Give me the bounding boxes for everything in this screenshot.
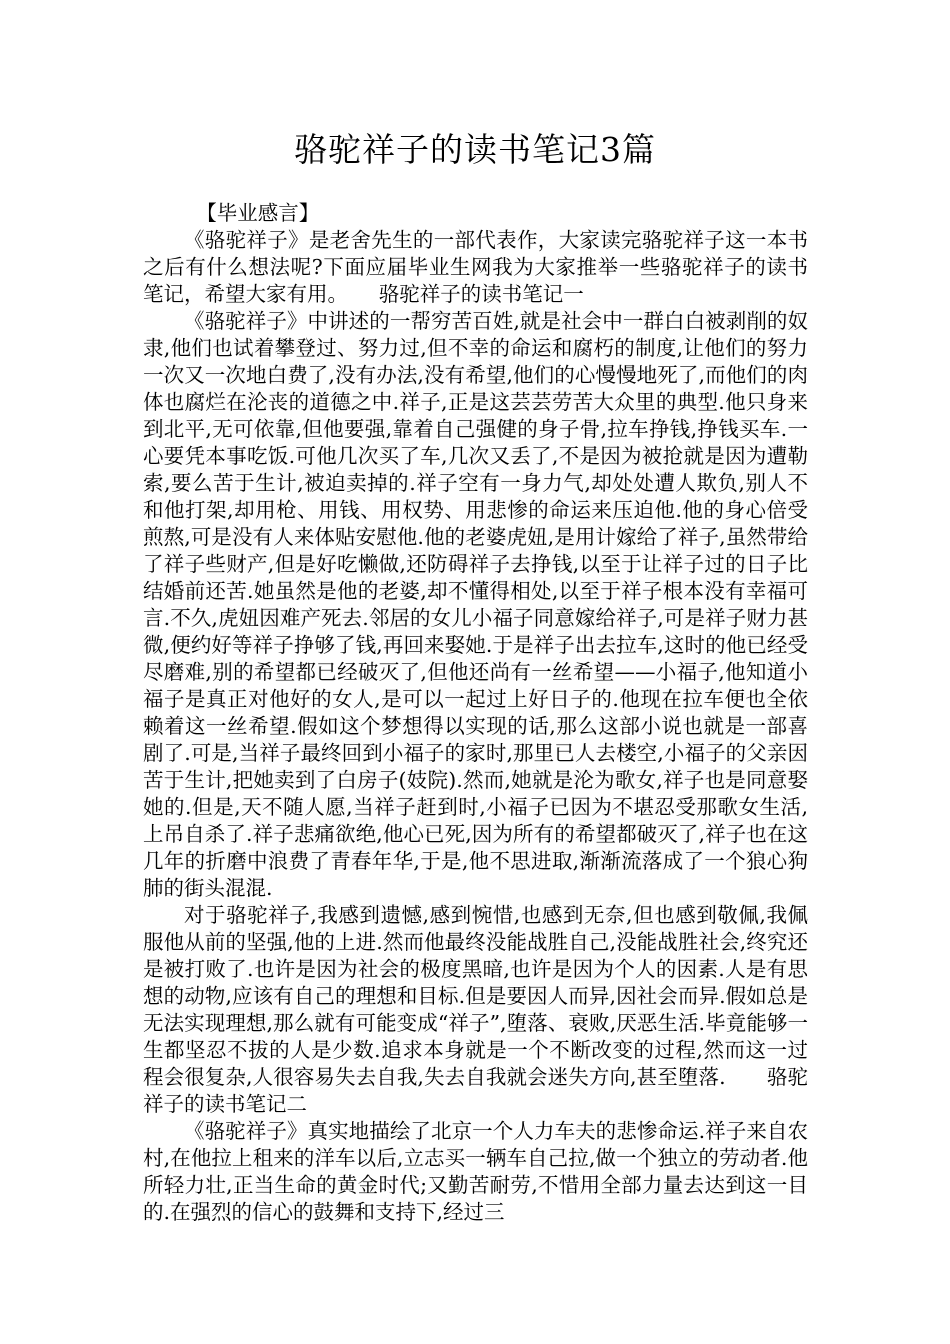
document-body — [143, 200, 808, 1226]
paragraph-note-two: 《骆驼祥子》真实地描绘了北京一个人力车夫的悲惨命运.祥子来自农村,在他拉上租来的洋车以后,立志买一辆车自己拉,做一个独立的劳动者.他所轻力壮,正当生命的黄金时代;又勤苦耐劳,不惜用全部力量去达到这一目的.在强烈的信心的鼓舞和支持下,经过三 — [143, 1119, 808, 1224]
document-title: 骆驼祥子的读书笔记3篇 — [294, 130, 656, 169]
paragraph-reflection: 对于骆驼祥子,我感到遗憾,感到惋惜,也感到无奈,但也感到敬佩,我佩服他从前的坚强,他的上进.然而他最终没能战胜自己,没能战胜社会,终究还是被打败了.也许是因为社会的极度黑暗,也许是因为个人的因素.人是有思想的动物,应该有自己的理想和目标.但是要因人而异,因社会而异.假如总是无法实现理想,那么就有可能变成“祥子”,堕落、衰败,厌恶生活.毕竟能够一生都坚忍不拔的人是少数.追求本身就是一个不断改变的过程,然而这一过程会很复杂,人很容易失去自我,失去自我就会迷失方向,甚至堕落. 骆驼祥子的读书笔记二 — [143, 903, 808, 1116]
paragraph-graduation-note: 【毕业感言】 — [196, 201, 320, 225]
paragraph-intro: 《骆驼祥子》是老舍先生的一部代表作，大家读完骆驼祥子这一本书之后有什么想法呢?下面应届毕业生网我为大家推举一些骆驼祥子的读书笔记，希望大家有用。 骆驼祥子的读书笔记一 — [143, 228, 808, 306]
paragraph-story-summary: 《骆驼祥子》中讲述的一帮穷苦百姓,就是社会中一群白白被剥削的奴隶,他们也试着攀登过、努力过,但不幸的命运和腐朽的制度,让他们的努力一次又一次地白费了,没有办法,没有希望,他们的心慢慢地死了,而他们的肉体也腐烂在沦丧的道德之中.祥子,正是这芸芸劳苦大众里的典型.他只身来到北平,无可依靠,但他要强,靠着自己强健的身子骨,拉车挣钱,挣钱买车.一心要凭本事吃饭.可他几次买了车,几次又丢了,不是因为被抢就是因为遭勒索,要么苦于生计,被迫卖掉的.祥子空有一身力气,却处处遭人欺负,别人不和他打架,却用枪、用钱、用权势、用悲惨的命运来压迫他.他的身心倍受煎熬,可是没有人来体贴安慰他.他的老婆虎妞,是用计嫁给了祥子,虽然带给了祥子些财产,但是好吃懒做,还防碍祥子去挣钱,以至于让祥子过的日子比结婚前还苦.她虽然是他的老婆,却不懂得相处,以至于祥子根本没有幸福可言.不久,虎妞因难产死去.邻居的女儿小福子同意嫁给祥子,可是祥子财力甚微,便约好等祥子挣够了钱,再回来娶她.于是祥子出去拉车,这时的他已经受尽磨难,别的希望都已经破灭了,但他还尚有一丝希望——小福子,他知道小福子是真正对他好的女人,是可以一起过上好日子的.他现在拉车便也全依赖着这一丝希望.假如这个梦想得以实现的话,那么这部小说也就是一部喜剧了.可是,当祥子最终回到小福子的家时,那里已人去楼空,小福子的父亲因苦于生计,把她卖到了白房子(妓院).然而,她就是沦为歌女,祥子也是同意娶她的.但是,天不随人愿,当祥子赶到时,小福子已因为不堪忍受那歌女生活,上吊自杀了.祥子悲痛欲绝,他心已死,因为所有的希望都破灭了,祥子也在这几年的折磨中浪费了青春年华,于是,他不思进取,渐渐流落成了一个狼心狗肺的街头混混. — [143, 309, 808, 900]
